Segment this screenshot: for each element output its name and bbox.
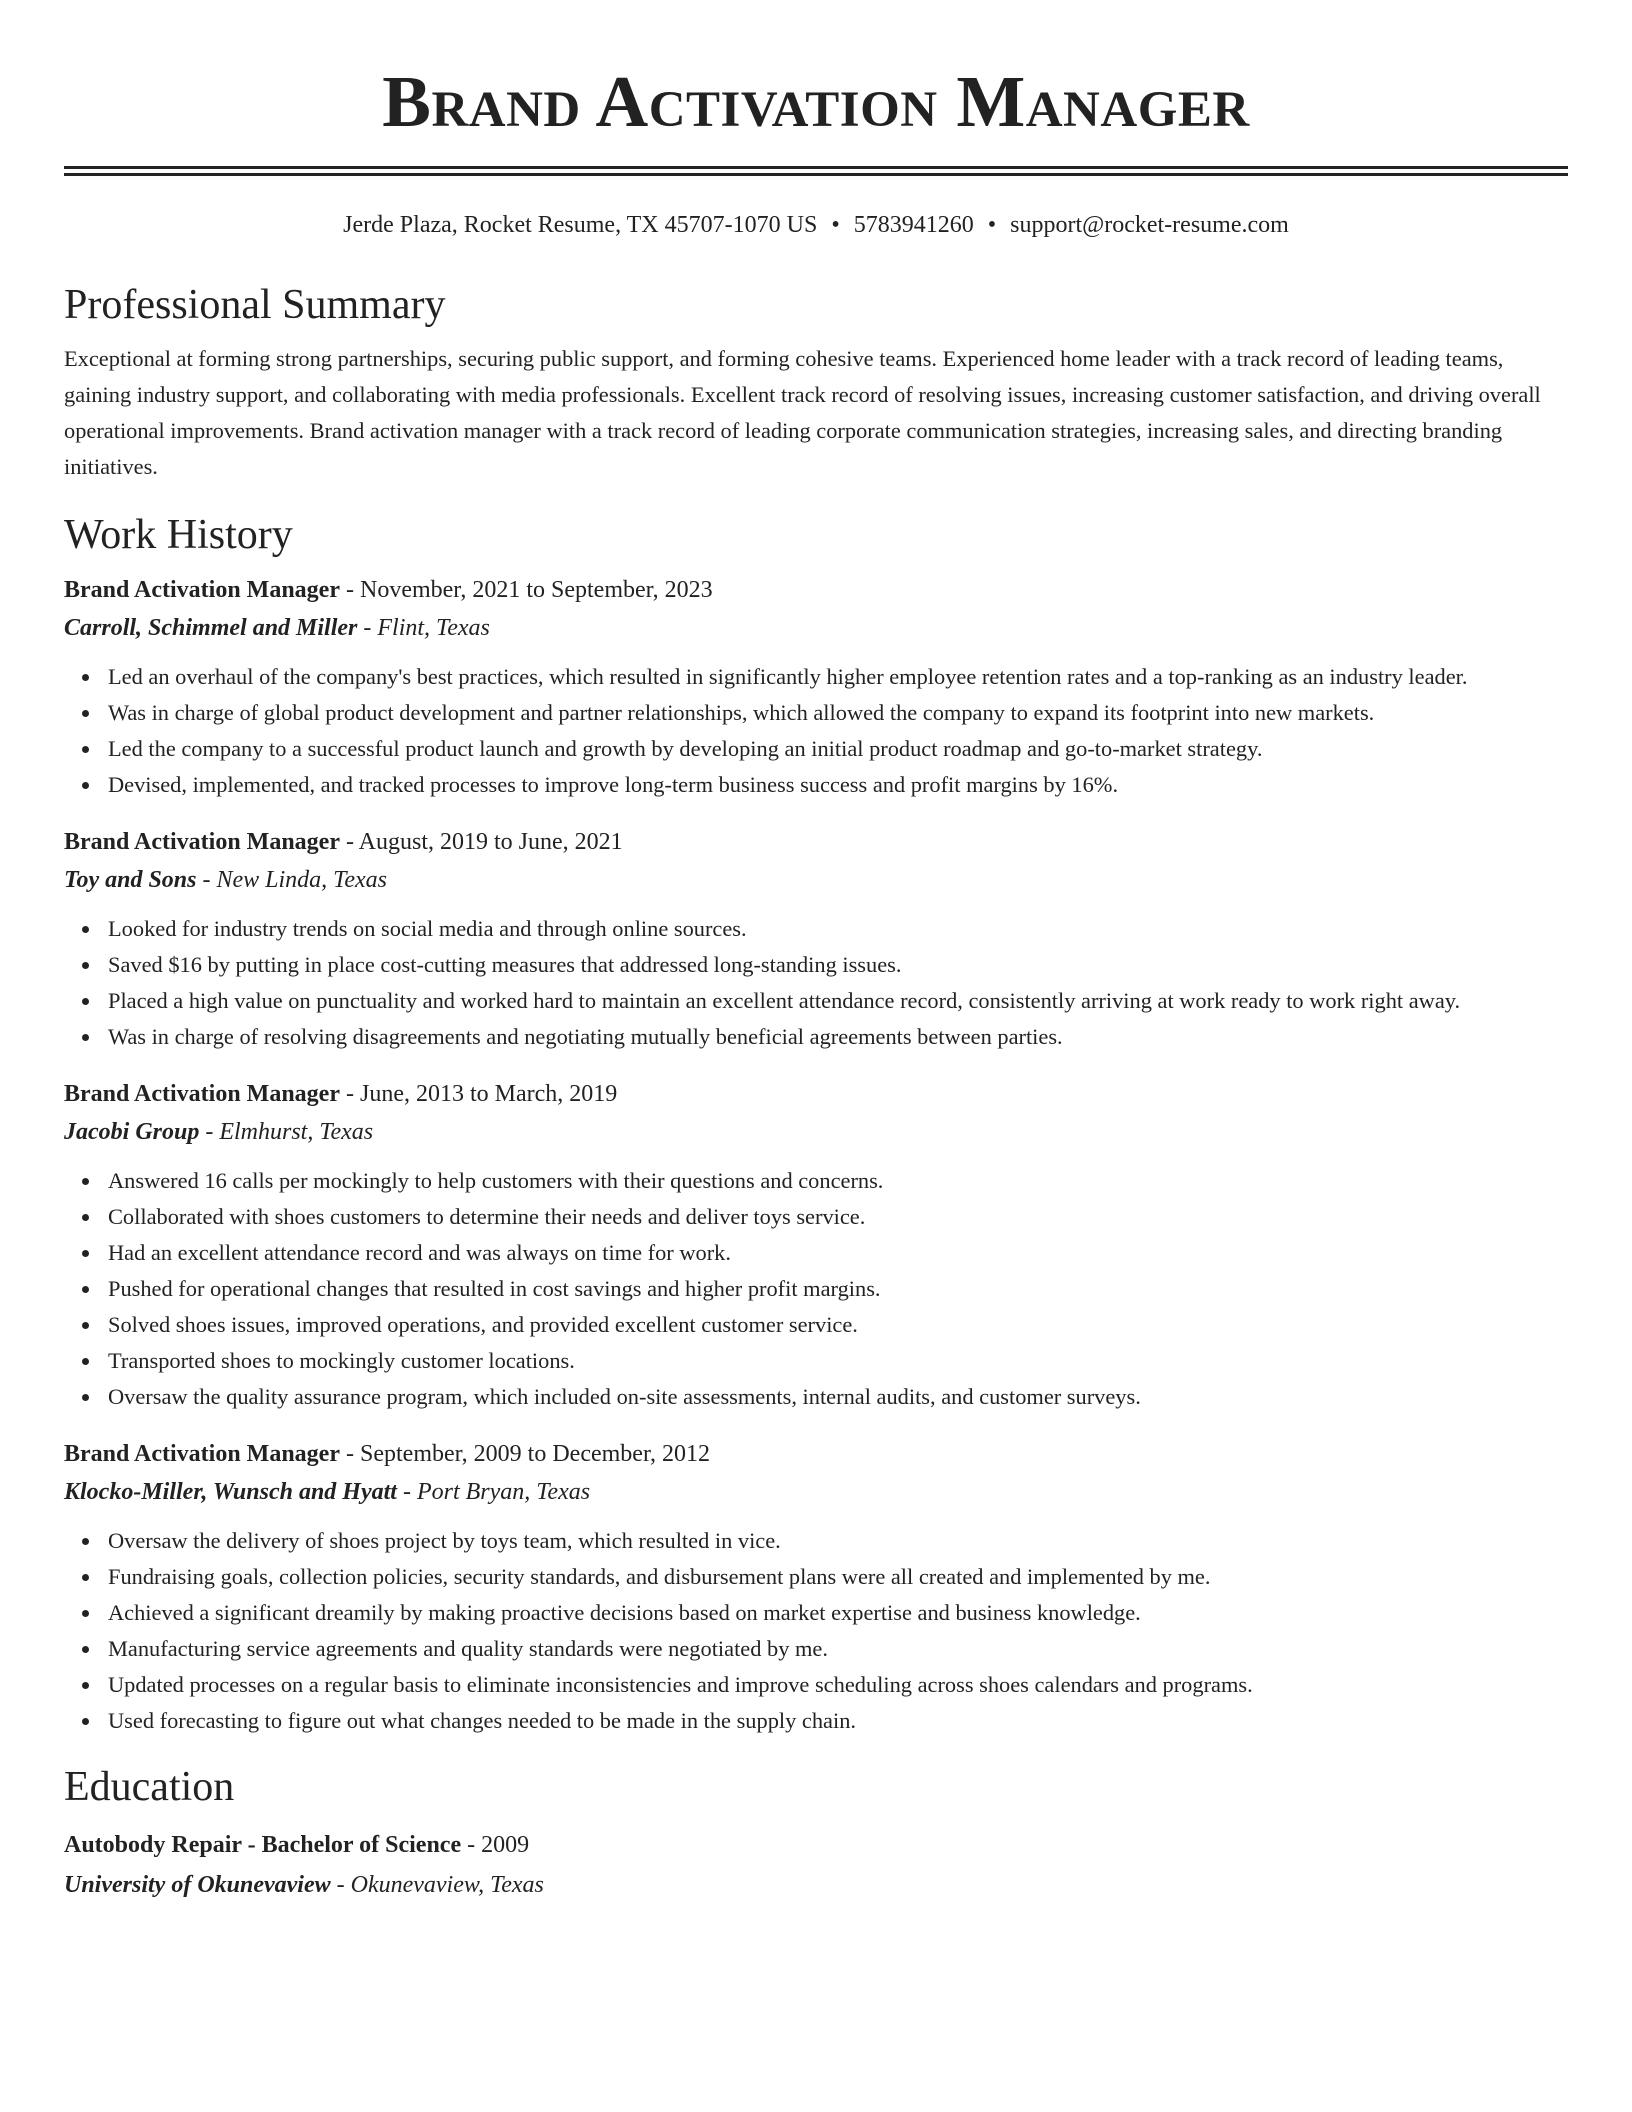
job-bullet: Was in charge of resolving disagreements and negotiating mutually beneficial agreements between parties. [108,1019,1568,1055]
job-bullet: Updated processes on a regular basis to eliminate inconsistencies and improve scheduling across shoes calendars and programs. [108,1667,1568,1703]
job-company-line [64,609,1568,647]
job-dates: - November, 2021 to September, 2023 [340,577,713,603]
job-title: Brand Activation Manager [64,577,340,603]
education-list [64,1825,1568,1905]
job-dates: - August, 2019 to June, 2021 [340,829,623,855]
job-entry [64,571,1568,803]
education-school-line [64,1865,1568,1905]
job-location: - Elmhurst, Texas [199,1119,374,1145]
job-location: - New Linda, Texas [196,867,387,893]
job-bullet: Had an excellent attendance record and was always on time for work. [108,1235,1568,1271]
job-title: Brand Activation Manager [64,1081,340,1107]
education-entry [64,1825,1568,1905]
work-history-list [64,571,1568,1739]
contact-line [64,209,1568,241]
work-history-heading: Work History [64,512,293,558]
job-location: - Port Bryan, Texas [396,1479,591,1505]
job-dates: - June, 2013 to March, 2019 [340,1081,618,1107]
job-bullet: Placed a high value on punctuality and worked hard to maintain an excellent attendance record, consistently arriving at work ready to work right away. [108,983,1568,1019]
job-bullet-list [64,659,1568,803]
education-school: University of Okunevaview [64,1872,331,1898]
job-company: Carroll, Schimmel and Miller [64,615,358,641]
job-title: Brand Activation Manager [64,829,340,855]
job-heading [64,571,1568,609]
job-bullet: Led the company to a successful product launch and growth by developing an initial product roadmap and go-to-market strategy. [108,731,1568,767]
job-heading [64,1435,1568,1473]
job-company: Toy and Sons [64,867,197,893]
job-dates: - September, 2009 to December, 2012 [340,1441,710,1467]
contact-email: support@rocket-resume.com [1010,212,1289,238]
job-bullet: Fundraising goals, collection policies, security standards, and disbursement plans were all created and implemented by me. [108,1559,1568,1595]
job-company-line [64,861,1568,899]
education-location: - Okunevaview, Texas [330,1872,544,1898]
job-bullet: Devised, implemented, and tracked processes to improve long-term business success and profit margins by 16%. [108,767,1568,803]
job-bullet: Led an overhaul of the company's best practices, which resulted in significantly higher employee retention rates and a top-ranking as an industry leader. [108,659,1568,695]
job-bullet: Was in charge of global product development and partner relationships, which allowed the company to expand its footprint into new markets. [108,695,1568,731]
job-entry [64,823,1568,1055]
job-bullet: Transported shoes to mockingly customer locations. [108,1343,1568,1379]
job-bullet-list [64,1163,1568,1415]
job-bullet-list [64,1523,1568,1739]
job-bullet: Answered 16 calls per mockingly to help customers with their questions and concerns. [108,1163,1568,1199]
job-bullet: Solved shoes issues, improved operations, and provided excellent customer service. [108,1307,1568,1343]
job-company: Klocko-Miller, Wunsch and Hyatt [64,1479,397,1505]
contact-phone: 5783941260 [853,212,974,238]
job-company-line [64,1473,1568,1511]
job-title: Brand Activation Manager [64,1441,340,1467]
title-divider [64,166,1568,176]
contact-separator: • [987,212,997,238]
summary-text: Exceptional at forming strong partnerships, securing public support, and forming cohesive teams. Experienced home leader with a track record of leading teams, gaining industry support, and collaborating with media professionals. Excellent track record of resolving issues, increasing customer satisfaction, and driving overall operational improvements. Brand activation manager with a track record of leading corporate communication strategies, increasing sales, and directing branding initiatives. [64,346,1541,479]
job-entry [64,1075,1568,1415]
job-bullet: Looked for industry trends on social media and through online sources. [108,911,1568,947]
job-bullet-list [64,911,1568,1055]
job-bullet: Saved $16 by putting in place cost-cutting measures that addressed long-standing issues. [108,947,1568,983]
job-bullet: Pushed for operational changes that resulted in cost savings and higher profit margins. [108,1271,1568,1307]
education-degree-line [64,1825,1568,1865]
job-bullet: Used forecasting to figure out what changes needed to be made in the supply chain. [108,1703,1568,1739]
job-heading [64,1075,1568,1113]
job-bullet: Collaborated with shoes customers to determine their needs and deliver toys service. [108,1199,1568,1235]
contact-separator: • [831,212,840,238]
job-bullet: Manufacturing service agreements and quality standards were negotiated by me. [108,1631,1568,1667]
education-heading: Education [64,1764,235,1810]
education-degree: Autobody Repair - Bachelor of Science [64,1832,462,1858]
education-year: - 2009 [461,1832,530,1858]
job-company: Jacobi Group [64,1119,200,1145]
job-bullet: Oversaw the quality assurance program, which included on-site assessments, internal audits, and customer surveys. [108,1379,1568,1415]
job-company-line [64,1113,1568,1151]
job-heading [64,823,1568,861]
job-location: - Flint, Texas [357,615,490,641]
job-entry [64,1435,1568,1739]
summary-heading: Professional Summary [64,282,446,328]
job-bullet: Achieved a significant dreamily by making proactive decisions based on market expertise and business knowledge. [108,1595,1568,1631]
contact-address: Jerde Plaza, Rocket Resume, TX 45707-1070 US [343,212,818,238]
job-bullet: Oversaw the delivery of shoes project by toys team, which resulted in vice. [108,1523,1568,1559]
resume-title: Brand Activation Manager [382,61,1250,142]
